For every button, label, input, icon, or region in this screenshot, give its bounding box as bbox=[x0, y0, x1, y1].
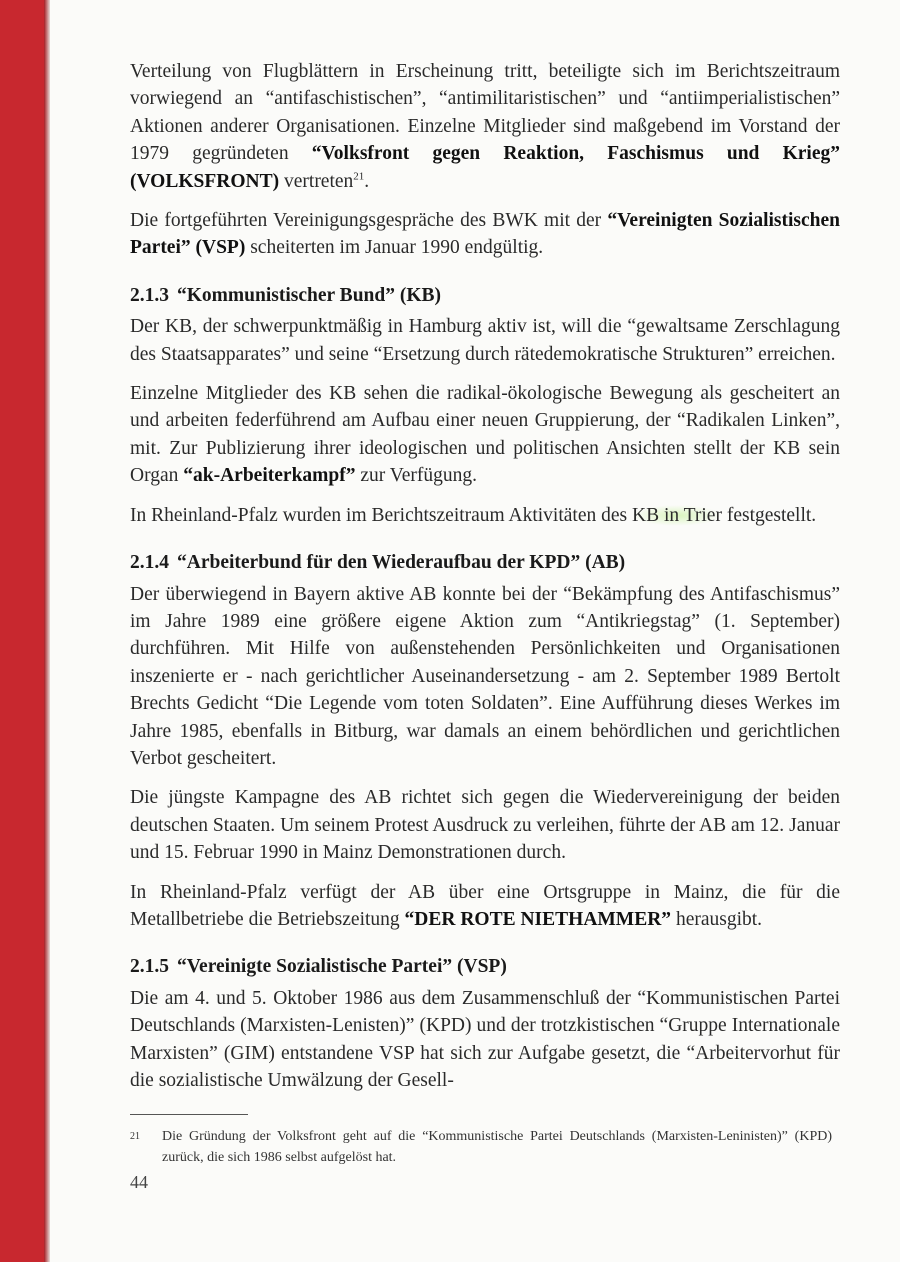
paragraph-ab-action: Der überwiegend in Bayern aktive AB konnte bei der “Bekämpfung des Antifaschismus” im Jahre 1989 eine größere eigene Aktion zum “Antikriegstag” (1. September) durchführen. Mit Hilfe von außenstehenden Persönlichkeiten und Organisationen inszenierte er - nach gerichtlicher Auseinandersetzung - am 2. September 1989 Bertolt Brechts Gedicht “Die Legende vom toten Soldaten”. Eine Aufführung dieses Werkes im Jahre 1985, ebenfalls in Bitburg, war damals an einem behördlichen und gerichtlichen Verbot gescheitert. bbox=[130, 583, 840, 769]
section-heading-vsp bbox=[130, 953, 840, 980]
footnote-mark: 21 bbox=[130, 1131, 140, 1142]
paragraph-kb-goals: Der KB, der schwerpunktmäßig in Hamburg aktiv ist, will die “gewaltsame Zerschlagung des Staatsapparates” und seine “Ersetzung durch rätedemokratische Strukturen” erreichen. bbox=[130, 316, 840, 365]
paragraph-volksfront bbox=[130, 58, 840, 195]
paragraph-kb-members bbox=[130, 380, 840, 490]
bold-publication-name: “DER ROTE NIETHAMMER” bbox=[404, 908, 672, 930]
footnote bbox=[130, 1126, 840, 1168]
paragraph-text: In Rheinland-Pfalz verfügt der AB über eine Ortsgruppe in Mainz, die für die Metallbetriebe die Betriebszeitung bbox=[130, 881, 840, 930]
section-number: 2.1.4 bbox=[130, 552, 169, 574]
paragraph-ab-campaign: Die jüngste Kampagne des AB richtet sich gegen die Wiedervereinigung der beiden deutschen Staaten. Um seinem Protest Ausdruck zu verleihen, führte der AB am 12. Januar und 15. Februar 1990 in Mainz Demonstrationen durch. bbox=[130, 787, 840, 864]
paragraph-ab-mainz bbox=[130, 879, 840, 934]
paragraph-text: Verteilung von Flugblättern in Erscheinung tritt, beteiligte sich im Berichtszeitraum vorwiegend an “antifaschistischen”, “antimilitaristischen” und “antiimperialistischen” Aktionen anderer Organisationen. Einzelne Mitglieder sind maßgebend im Vorstand der 1979 gegründeten bbox=[130, 61, 840, 165]
page-number: 44 bbox=[130, 1172, 148, 1192]
document-page bbox=[130, 58, 840, 1106]
section-heading-ab bbox=[130, 549, 840, 576]
paragraph-text: scheiterten im Januar 1990 endgültig. bbox=[245, 237, 544, 259]
page-edge-shadow bbox=[44, 0, 50, 1262]
paragraph-text: festgestellt. bbox=[721, 504, 817, 526]
bold-organization-name: “Volksfront gegen Reaktion, Faschismus und Krieg” (VOLKSFRONT) bbox=[130, 143, 840, 192]
footnote-reference[interactable]: 21 bbox=[353, 170, 365, 183]
footnote-text: Die Gründung der Volksfront geht auf die “Kommunistische Partei Deutschlands (Marxisten-Leninisten)” (KPD) zurück, die sich 1986 selbst aufgelöst hat. bbox=[162, 1129, 832, 1165]
bold-publication-name: “ak-Arbeiterkampf” bbox=[183, 465, 356, 487]
red-page-edge bbox=[0, 0, 48, 1262]
highlighted-text: KB in Trier bbox=[632, 504, 722, 526]
paragraph-text: herausgibt. bbox=[671, 908, 763, 930]
paragraph-text: . bbox=[364, 170, 370, 192]
footnote-divider bbox=[130, 1114, 248, 1115]
paragraph-text: In Rheinland-Pfalz wurden im Berichtszeitraum Aktivitäten des bbox=[130, 504, 632, 526]
paragraph-text: zur Verfügung. bbox=[355, 465, 477, 487]
section-title: “Vereinigte Sozialistische Partei” (VSP) bbox=[177, 956, 507, 978]
paragraph-vsp-origin: Die am 4. und 5. Oktober 1986 aus dem Zusammenschluß der “Kommunistischen Partei Deutschlands (Marxisten-Lenisten)” (KPD) und der trotzkistischen “Gruppe Internationale Marxisten” (GIM) entstandene VSP hat sich zur Aufgabe gesetzt, die “Arbeitervorhut für die sozialistische Umwälzung der Gesell- bbox=[130, 987, 840, 1091]
paragraph-text: vertreten bbox=[279, 170, 354, 192]
section-title: “Arbeiterbund für den Wiederaufbau der KPD” (AB) bbox=[177, 552, 626, 574]
bold-organization-name: “Vereinigten Sozialistischen Partei” (VSP) bbox=[130, 210, 841, 259]
paragraph-kb-rlp bbox=[130, 502, 840, 529]
section-number: 2.1.5 bbox=[130, 956, 169, 978]
paragraph-vsp-talks bbox=[130, 207, 840, 262]
section-number: 2.1.3 bbox=[130, 284, 169, 306]
section-heading-kb bbox=[130, 282, 840, 309]
section-title: “Kommunistischer Bund” (KB) bbox=[177, 284, 442, 306]
paragraph-text: Einzelne Mitglieder des KB sehen die radikal-ökologische Bewegung als gescheitert an und arbeiten federführend am Aufbau einer neuen Gruppierung, der “Radikalen Linken”, mit. Zur Publizierung ihrer ideologischen und politischen Ansichten stellt der KB sein Organ bbox=[130, 383, 840, 487]
paragraph-text: Die fortgeführten Vereinigungsgespräche des BWK mit der bbox=[130, 210, 608, 232]
